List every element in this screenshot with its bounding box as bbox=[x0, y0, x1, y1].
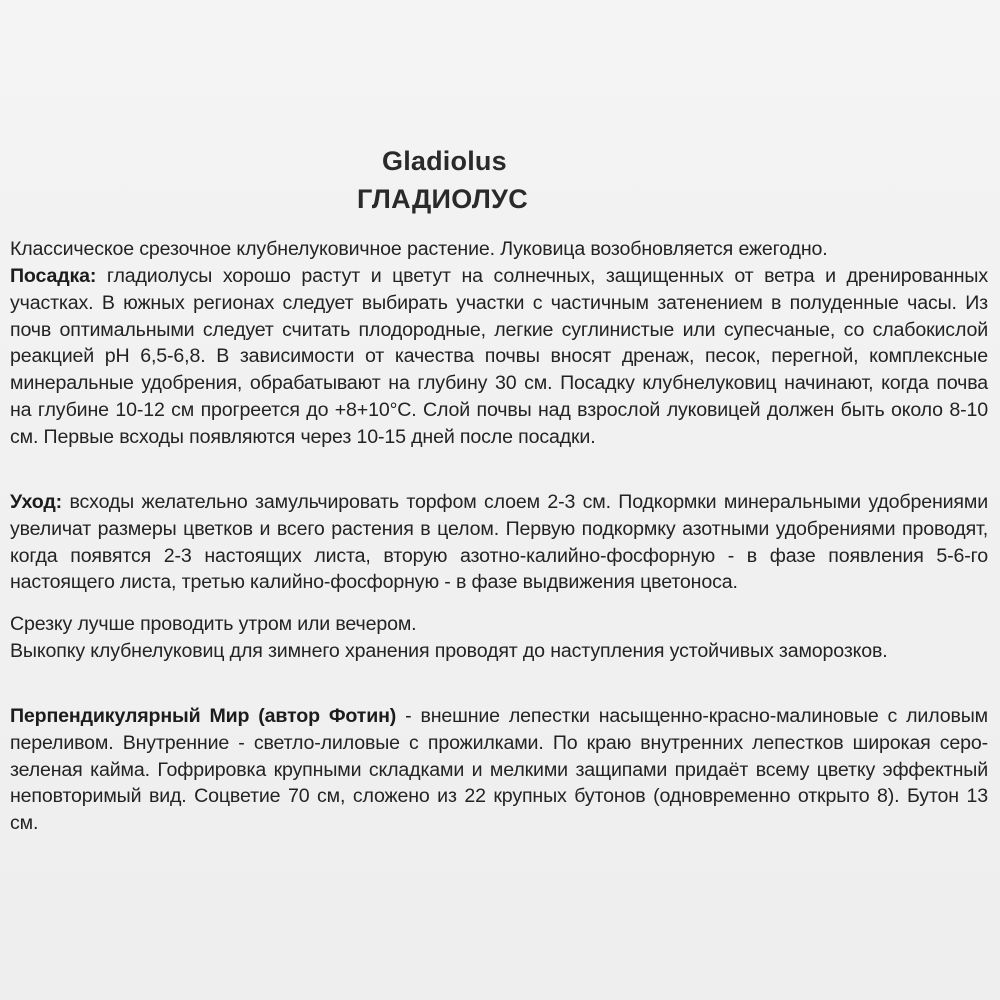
variety-text: - внешние лепестки насыщенно-красно-малиновые с лиловым переливом. Внутренние - светло-лиловые с прожилками. По краю внутренних лепестков широкая серо-зеленая кайма. Гофрировка крупными складками и мелкими защипами придаёт всему цветку эффектный неповторимый вид. Соцветие 70 см, сложено из 22 крупных бутонов (одновременно открыто 8). Бутон 13 см. bbox=[10, 705, 988, 835]
intro-paragraph: Классическое срезочное клубнелуковичное растение. Луковица возобновляется ежегодно. bbox=[10, 238, 828, 260]
planting-text: гладиолусы хорошо растут и цветут на солнечных, защищенных от ветра и дренированных участках. В южных регионах следует выбирать участки с частичным затенением в полуденные часы. Из почв оптимальными следует считать плодородные, легкие суглинистые или супесчаные, со слабокислой реакцией pH 6,5-6,8. В зависимости от качества почвы вносят дренаж, песок, перегной, комплексные минеральные удобрения, обрабатывают на глубину 30 см. Посадку клубнелуковиц начинают, когда почва на глубине 10-12 см прогреется до +8+10°С. Слой почвы над взрослой луковицей должен быть около 8-10 см. Первые всходы появляются через 10-15 дней после посадки. bbox=[10, 265, 988, 448]
title-russian: ГЛАДИОЛУС bbox=[357, 184, 528, 214]
title-latin: Gladiolus bbox=[382, 146, 507, 176]
care-text: всходы желательно замульчировать торфом слоем 2-3 см. Подкормки минеральными удобрениями увеличат размеры цветков и всего растения в целом. Первую подкормку азотными удобрениями проводят, когда появятся 2-3 настоящих листа, вторую азотно-калийно-фосфорную - в фазе появления 5-6-го настоящего листа, третью калийно-фосфорную - в фазе выдвижения цветоноса. bbox=[10, 491, 989, 594]
variety-label: Перпендикулярный Мир (автор Фотин) bbox=[10, 705, 397, 727]
planting-paragraph bbox=[10, 263, 988, 451]
variety-paragraph bbox=[10, 703, 988, 837]
cutting-paragraph: Срезку лучше проводить утром или вечером. bbox=[10, 613, 417, 635]
care-label: Уход: bbox=[10, 491, 63, 513]
planting-label: Посадка: bbox=[10, 265, 97, 287]
digging-paragraph: Выкопку клубнелуковиц для зимнего хранения проводят до наступления устойчивых заморозков. bbox=[10, 640, 888, 662]
care-paragraph bbox=[10, 489, 988, 596]
